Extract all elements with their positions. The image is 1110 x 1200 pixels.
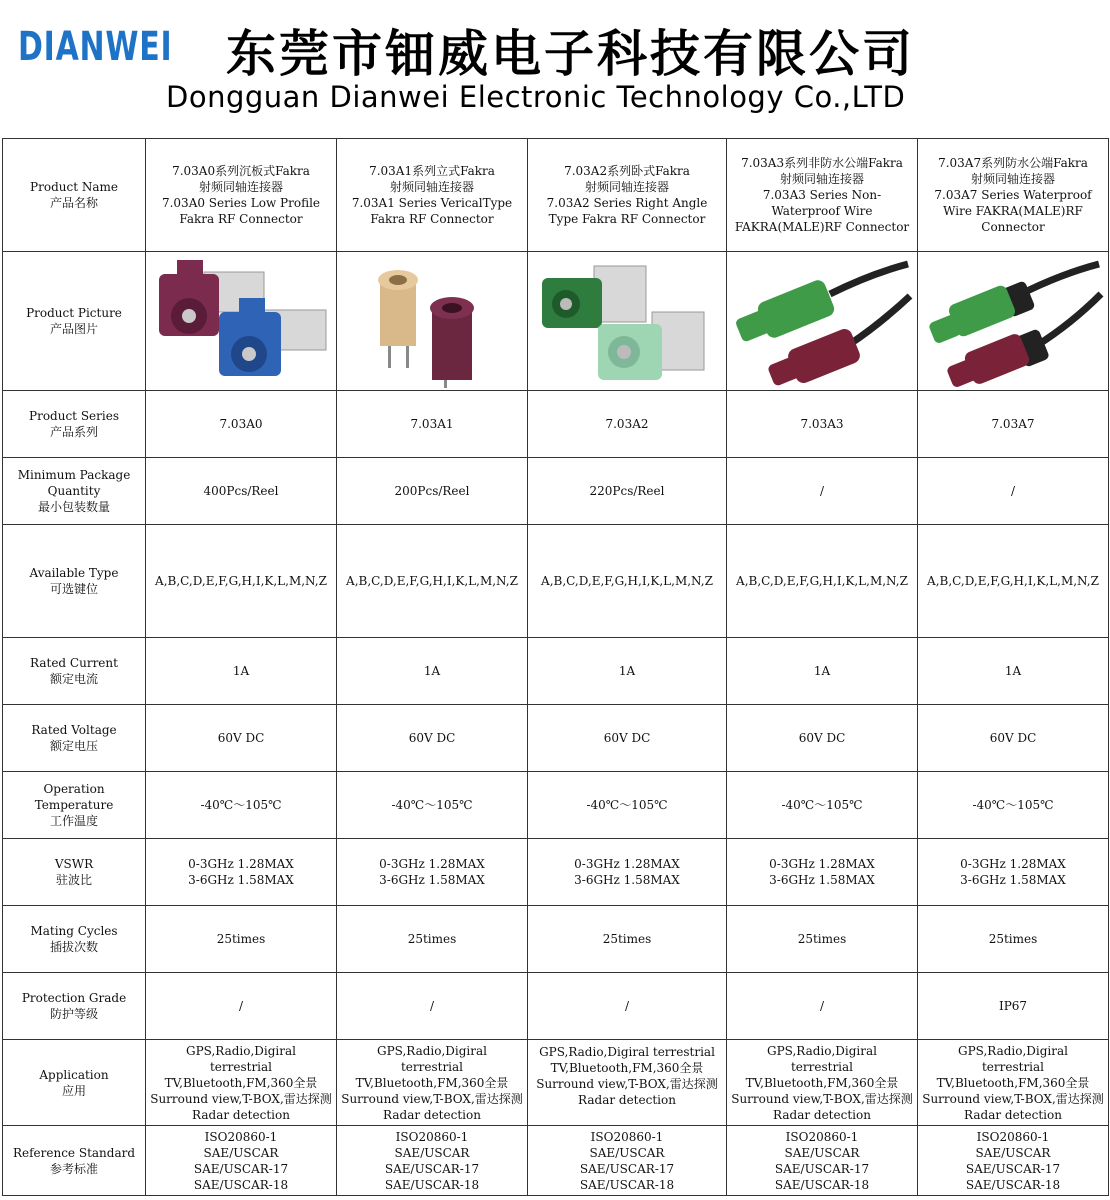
cell-text-line: GPS,Radio,Digiral xyxy=(377,1043,487,1058)
cell-text-line: Application xyxy=(39,1067,109,1082)
cell-text-line: SAE/USCAR-17 xyxy=(384,1161,480,1176)
cell-text-line: 参考标准 xyxy=(49,1161,98,1176)
cell-text-line: 7.03A1系列立式Fakra xyxy=(369,164,495,178)
cell-text-line: ISO20860-1 xyxy=(204,1129,278,1144)
voltage-cell: 60V DC xyxy=(528,705,727,772)
cell-text-line: SAE/USCAR xyxy=(589,1145,665,1160)
mating-cell: 25times xyxy=(727,906,918,973)
cell-text-line: Reference Standard xyxy=(12,1145,136,1160)
cell-text-line: SAE/USCAR xyxy=(784,1145,860,1160)
cell-text-line: 产品名称 xyxy=(49,196,98,210)
company-name-cn: 东莞市钿威电子科技有限公司 xyxy=(226,25,915,83)
cell-text-line: 0-3GHz 1.28MAX xyxy=(379,857,485,871)
row-label xyxy=(3,139,146,252)
cell-text-line: SAE/USCAR-17 xyxy=(774,1161,870,1176)
product-image xyxy=(918,252,1109,391)
current-cell: 1A xyxy=(337,638,528,705)
moq-cell: / xyxy=(918,458,1109,525)
row-label xyxy=(3,839,146,906)
cell-text-line: terrestrial xyxy=(400,1059,464,1074)
cell-text-line: 射频同轴连接器 xyxy=(198,180,283,194)
cell-text-line: 应用 xyxy=(61,1083,86,1098)
type-cell: A,B,C,D,E,F,G,H,I,K,L,M,N,Z xyxy=(146,525,337,638)
temperature-cell: -40℃～105℃ xyxy=(528,772,727,839)
series-cell: 7.03A2 xyxy=(528,391,727,458)
cell-text-line: ISO20860-1 xyxy=(785,1129,859,1144)
cell-text-line: 插拔次数 xyxy=(49,940,98,954)
cell-text-line: terrestrial xyxy=(209,1059,273,1074)
cell-text-line: GPS,Radio,Digiral xyxy=(958,1043,1068,1058)
cell-text-line: Surround view,T-BOX,雷达探测 xyxy=(536,1077,718,1091)
protection-cell: / xyxy=(337,973,528,1040)
cell-text-line: 7.03A2 Series Right Angle xyxy=(546,196,708,210)
cell-text-line: SAE/USCAR-17 xyxy=(579,1161,675,1176)
cell-text-line: 3-6GHz 1.58MAX xyxy=(769,873,875,887)
row-label xyxy=(3,906,146,973)
cell-text-line: 产品系列 xyxy=(49,425,98,439)
type-cell: A,B,C,D,E,F,G,H,I,K,L,M,N,Z xyxy=(528,525,727,638)
cell-text-line: Mating Cycles xyxy=(30,924,118,938)
cell-text-line: 7.03A2系列卧式Fakra xyxy=(564,164,690,178)
product-name-cell xyxy=(918,139,1109,252)
cell-text-line: 7.03A3系列非防水公端Fakra xyxy=(741,156,903,170)
cell-text-line: 0-3GHz 1.28MAX xyxy=(960,857,1066,871)
cell-text-line: 射频同轴连接器 xyxy=(970,172,1055,186)
cell-text-line: Radar detection xyxy=(773,1107,871,1122)
current-cell: 1A xyxy=(146,638,337,705)
product-name-cell xyxy=(528,139,727,252)
row-label xyxy=(3,1126,146,1196)
cell-text-line: Radar detection xyxy=(192,1107,290,1122)
application-cell xyxy=(918,1040,1109,1126)
cell-text-line: 射频同轴连接器 xyxy=(584,180,669,194)
row-operation-temperature xyxy=(3,772,1109,839)
cell-text-line: Rated Current xyxy=(30,656,118,670)
cell-text-line: TV,Bluetooth,FM,360全景 xyxy=(164,1075,318,1090)
moq-cell: 220Pcs/Reel xyxy=(528,458,727,525)
cell-text-line: 7.03A7 Series Waterproof xyxy=(934,188,1092,202)
cell-text-line: Surround view,T-BOX,雷达探测 xyxy=(150,1091,332,1106)
cell-text-line: Quantity xyxy=(47,484,101,498)
cell-text-line: SAE/USCAR xyxy=(203,1145,279,1160)
application-cell xyxy=(146,1040,337,1126)
vswr-cell xyxy=(146,839,337,906)
company-logo: DIANWEI xyxy=(18,24,173,70)
company-name-en: Dongguan Dianwei Electronic Technology Co.,LTD xyxy=(166,80,906,114)
row-available-type xyxy=(3,525,1109,638)
product-image xyxy=(528,252,727,391)
cell-text-line: SAE/USCAR-18 xyxy=(774,1177,870,1192)
cell-text-line: terrestrial xyxy=(981,1059,1045,1074)
type-cell: A,B,C,D,E,F,G,H,I,K,L,M,N,Z xyxy=(727,525,918,638)
connector-image-7-03a0 xyxy=(149,254,334,388)
product-name-cell xyxy=(727,139,918,252)
current-cell: 1A xyxy=(727,638,918,705)
cell-text-line: 额定电流 xyxy=(49,672,98,686)
row-product-name xyxy=(3,139,1109,252)
row-protection-grade xyxy=(3,973,1109,1040)
cell-text-line: Temperature xyxy=(34,798,114,812)
cell-text-line: 3-6GHz 1.58MAX xyxy=(379,873,485,887)
cell-text-line: SAE/USCAR-17 xyxy=(965,1161,1061,1176)
vswr-cell xyxy=(528,839,727,906)
cell-text-line: TV,Bluetooth,FM,360全景 xyxy=(550,1061,704,1075)
cell-text-line: GPS,Radio,Digiral xyxy=(767,1043,877,1058)
application-cell xyxy=(337,1040,528,1126)
series-cell: 7.03A3 xyxy=(727,391,918,458)
vswr-cell xyxy=(337,839,528,906)
cell-text-line: ISO20860-1 xyxy=(976,1129,1050,1144)
moq-cell: / xyxy=(727,458,918,525)
cell-text-line: 防护等级 xyxy=(49,1007,98,1021)
temperature-cell: -40℃～105℃ xyxy=(146,772,337,839)
cell-text-line: Available Type xyxy=(29,566,119,580)
row-label xyxy=(3,458,146,525)
cell-text-line: Wire FAKRA(MALE)RF xyxy=(943,204,1083,218)
application-cell xyxy=(528,1040,727,1126)
cell-text-line: Product Series xyxy=(29,409,119,423)
cell-text-line: 工作温度 xyxy=(49,814,98,828)
cell-text-line: Radar detection xyxy=(964,1107,1062,1122)
moq-cell: 400Pcs/Reel xyxy=(146,458,337,525)
cell-text-line: 3-6GHz 1.58MAX xyxy=(574,873,680,887)
cell-text-line: 射频同轴连接器 xyxy=(389,180,474,194)
row-label xyxy=(3,391,146,458)
cell-text-line: TV,Bluetooth,FM,360全景 xyxy=(355,1075,509,1090)
cell-text-line: Radar detection xyxy=(383,1107,481,1122)
cell-text-line: GPS,Radio,Digiral terrestrial xyxy=(539,1045,715,1059)
cell-text-line: Type Fakra RF Connector xyxy=(548,212,706,226)
standard-cell xyxy=(146,1126,337,1196)
row-label xyxy=(3,1040,146,1126)
cell-text-line: SAE/USCAR-17 xyxy=(193,1161,289,1176)
standard-cell xyxy=(727,1126,918,1196)
product-image xyxy=(727,252,918,391)
row-label xyxy=(3,638,146,705)
cell-text-line: TV,Bluetooth,FM,360全景 xyxy=(745,1075,899,1090)
page-header xyxy=(0,0,1110,138)
type-cell: A,B,C,D,E,F,G,H,I,K,L,M,N,Z xyxy=(918,525,1109,638)
row-product-picture xyxy=(3,252,1109,391)
product-image xyxy=(146,252,337,391)
cell-text-line: 7.03A3 Series Non- xyxy=(762,188,882,202)
protection-cell: / xyxy=(146,973,337,1040)
cell-text-line: GPS,Radio,Digiral xyxy=(186,1043,296,1058)
cell-text-line: Operation xyxy=(43,782,105,796)
cell-text-line: Minimum Package xyxy=(17,468,131,482)
cell-text-line: 7.03A0 Series Low Profile xyxy=(161,196,321,210)
cell-text-line: 额定电压 xyxy=(49,739,98,753)
vswr-cell xyxy=(918,839,1109,906)
mating-cell: 25times xyxy=(528,906,727,973)
row-label xyxy=(3,525,146,638)
standard-cell xyxy=(918,1126,1109,1196)
current-cell: 1A xyxy=(918,638,1109,705)
protection-cell: / xyxy=(528,973,727,1040)
row-label xyxy=(3,772,146,839)
protection-cell: IP67 xyxy=(918,973,1109,1040)
row-rated-current xyxy=(3,638,1109,705)
cell-text-line: 7.03A1 Series VericalType xyxy=(351,196,513,210)
application-cell xyxy=(727,1040,918,1126)
cell-text-line: SAE/USCAR xyxy=(394,1145,470,1160)
mating-cell: 25times xyxy=(146,906,337,973)
protection-cell: / xyxy=(727,973,918,1040)
cell-text-line: Rated Voltage xyxy=(31,723,117,737)
series-cell: 7.03A1 xyxy=(337,391,528,458)
product-name-cell xyxy=(146,139,337,252)
cell-text-line: 射频同轴连接器 xyxy=(779,172,864,186)
cell-text-line: terrestrial xyxy=(790,1059,854,1074)
cell-text-line: Surround view,T-BOX,雷达探测 xyxy=(731,1091,913,1106)
cell-text-line: Protection Grade xyxy=(21,991,127,1005)
voltage-cell: 60V DC xyxy=(146,705,337,772)
mating-cell: 25times xyxy=(337,906,528,973)
row-label xyxy=(3,705,146,772)
cell-text-line: Fakra RF Connector xyxy=(179,212,303,226)
standard-cell xyxy=(528,1126,727,1196)
row-application xyxy=(3,1040,1109,1126)
voltage-cell: 60V DC xyxy=(337,705,528,772)
row-minimum-package xyxy=(3,458,1109,525)
cell-text-line: ISO20860-1 xyxy=(590,1129,664,1144)
voltage-cell: 60V DC xyxy=(918,705,1109,772)
cell-text-line: SAE/USCAR-18 xyxy=(579,1177,675,1192)
voltage-cell: 60V DC xyxy=(727,705,918,772)
cell-text-line: SAE/USCAR-18 xyxy=(965,1177,1061,1192)
cell-text-line: SAE/USCAR-18 xyxy=(193,1177,289,1192)
cell-text-line: 产品图片 xyxy=(49,322,98,336)
cell-text-line: FAKRA(MALE)RF Connector xyxy=(734,220,910,234)
cell-text-line: VSWR xyxy=(54,857,94,871)
cell-text-line: TV,Bluetooth,FM,360全景 xyxy=(936,1075,1090,1090)
row-label xyxy=(3,252,146,391)
connector-image-7-03a7 xyxy=(921,254,1106,388)
cell-text-line: Connector xyxy=(981,220,1045,234)
cell-text-line: 7.03A0系列沉板式Fakra xyxy=(172,164,310,178)
row-product-series xyxy=(3,391,1109,458)
row-mating-cycles xyxy=(3,906,1109,973)
standard-cell xyxy=(337,1126,528,1196)
cell-text-line: 0-3GHz 1.28MAX xyxy=(769,857,875,871)
spec-table xyxy=(2,138,1109,1196)
cell-text-line: 3-6GHz 1.58MAX xyxy=(188,873,294,887)
moq-cell: 200Pcs/Reel xyxy=(337,458,528,525)
row-vswr xyxy=(3,839,1109,906)
cell-text-line: 最小包装数量 xyxy=(37,500,110,514)
product-image xyxy=(337,252,528,391)
temperature-cell: -40℃～105℃ xyxy=(727,772,918,839)
temperature-cell: -40℃～105℃ xyxy=(918,772,1109,839)
cell-text-line: 3-6GHz 1.58MAX xyxy=(960,873,1066,887)
cell-text-line: Fakra RF Connector xyxy=(370,212,494,226)
cell-text-line: Waterproof Wire xyxy=(771,204,873,218)
cell-text-line: SAE/USCAR-18 xyxy=(384,1177,480,1192)
cell-text-line: 驻波比 xyxy=(55,873,92,887)
cell-text-line: 7.03A7系列防水公端Fakra xyxy=(938,156,1088,170)
row-reference-standard xyxy=(3,1126,1109,1196)
cell-text-line: Product Name xyxy=(30,180,118,194)
cell-text-line: Surround view,T-BOX,雷达探测 xyxy=(922,1091,1104,1106)
cell-text-line: Product Picture xyxy=(26,306,122,320)
cell-text-line: ISO20860-1 xyxy=(395,1129,469,1144)
mating-cell: 25times xyxy=(918,906,1109,973)
cell-text-line: 可选键位 xyxy=(49,582,98,596)
connector-image-7-03a3 xyxy=(730,254,915,388)
temperature-cell: -40℃～105℃ xyxy=(337,772,528,839)
connector-image-7-03a2 xyxy=(532,254,722,388)
series-cell: 7.03A7 xyxy=(918,391,1109,458)
row-label xyxy=(3,973,146,1040)
vswr-cell xyxy=(727,839,918,906)
cell-text-line: 0-3GHz 1.28MAX xyxy=(188,857,294,871)
connector-image-7-03a1 xyxy=(340,254,525,388)
cell-text-line: 0-3GHz 1.28MAX xyxy=(574,857,680,871)
current-cell: 1A xyxy=(528,638,727,705)
row-rated-voltage xyxy=(3,705,1109,772)
cell-text-line: Surround view,T-BOX,雷达探测 xyxy=(341,1091,523,1106)
cell-text-line: Radar detection xyxy=(578,1093,676,1107)
product-name-cell xyxy=(337,139,528,252)
type-cell: A,B,C,D,E,F,G,H,I,K,L,M,N,Z xyxy=(337,525,528,638)
series-cell: 7.03A0 xyxy=(146,391,337,458)
cell-text-line: SAE/USCAR xyxy=(975,1145,1051,1160)
